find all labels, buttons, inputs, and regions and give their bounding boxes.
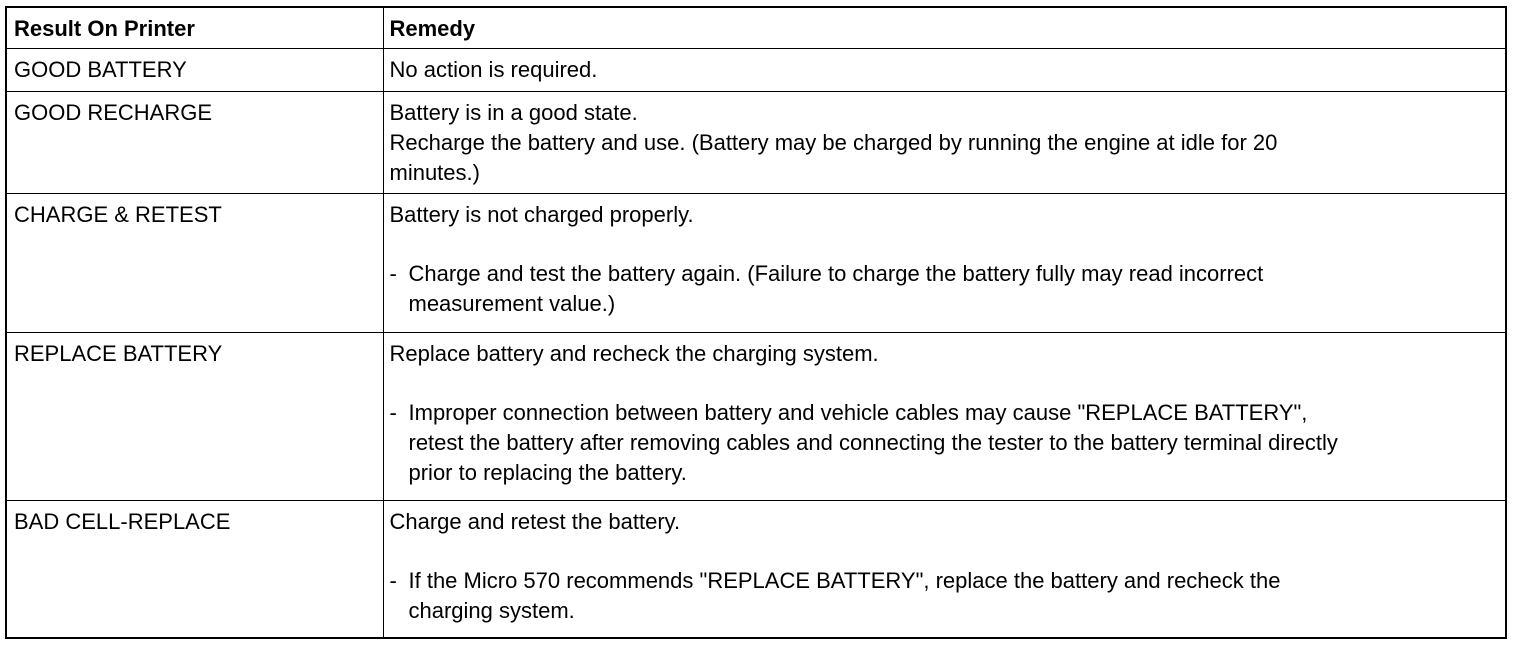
bullet-line: Improper connection between battery and vehicle cables may cause "REPLACE BATTERY", [408, 399, 1308, 425]
bullet-dash: - [389, 260, 397, 286]
remedy-line: No action is required. [389, 56, 598, 82]
bullet-text [409, 398, 1498, 488]
remedy-line: minutes.) [389, 159, 480, 185]
result-cell: REPLACE BATTERY [6, 332, 383, 500]
header-remedy: Remedy [383, 7, 1506, 48]
result-cell: BAD CELL-REPLACE [6, 500, 383, 638]
header-result-on-printer: Result On Printer [6, 7, 383, 48]
bullet-item [390, 566, 1498, 626]
bullet-line: Charge and test the battery again. (Failure to charge the battery fully may read incorrect [408, 260, 1264, 286]
battery-test-results-table [5, 6, 1507, 639]
table-row [6, 500, 1506, 638]
remedy-line: Battery is not charged properly. [389, 201, 694, 227]
bullet-item [390, 259, 1498, 319]
remedy-cell [383, 193, 1506, 332]
remedy-cell [383, 91, 1506, 193]
bullet-line: measurement value.) [408, 290, 616, 316]
remedy-line: Replace battery and recheck the charging system. [389, 340, 879, 366]
remedy-cell [383, 500, 1506, 638]
table-row [6, 193, 1506, 332]
bullet-dash: - [389, 399, 397, 425]
bullet-dash: - [389, 567, 397, 593]
remedy-line: Battery is in a good state. [389, 99, 638, 125]
remedy-line: Recharge the battery and use. (Battery may be charged by running the engine at idle for 20 [389, 129, 1278, 155]
paragraph-gap [390, 369, 1498, 398]
table-row [6, 91, 1506, 193]
paragraph-gap [390, 537, 1498, 566]
bullet-item [390, 398, 1498, 488]
bullet-text [409, 259, 1498, 319]
remedy-cell [383, 332, 1506, 500]
remedy-line: Charge and retest the battery. [389, 508, 681, 534]
result-cell: CHARGE & RETEST [6, 193, 383, 332]
bullet-text [409, 566, 1498, 626]
remedy-cell [383, 48, 1506, 91]
result-cell: GOOD RECHARGE [6, 91, 383, 193]
table-header-row [6, 7, 1506, 48]
table-row [6, 48, 1506, 91]
table-row [6, 332, 1506, 500]
bullet-line: retest the battery after removing cables and connecting the tester to the battery terminal directly [408, 429, 1338, 455]
paragraph-gap [390, 230, 1498, 259]
bullet-line: charging system. [408, 597, 575, 623]
result-cell: GOOD BATTERY [6, 48, 383, 91]
bullet-line: prior to replacing the battery. [408, 459, 687, 485]
bullet-line: If the Micro 570 recommends "REPLACE BATTERY", replace the battery and recheck the [408, 567, 1281, 593]
